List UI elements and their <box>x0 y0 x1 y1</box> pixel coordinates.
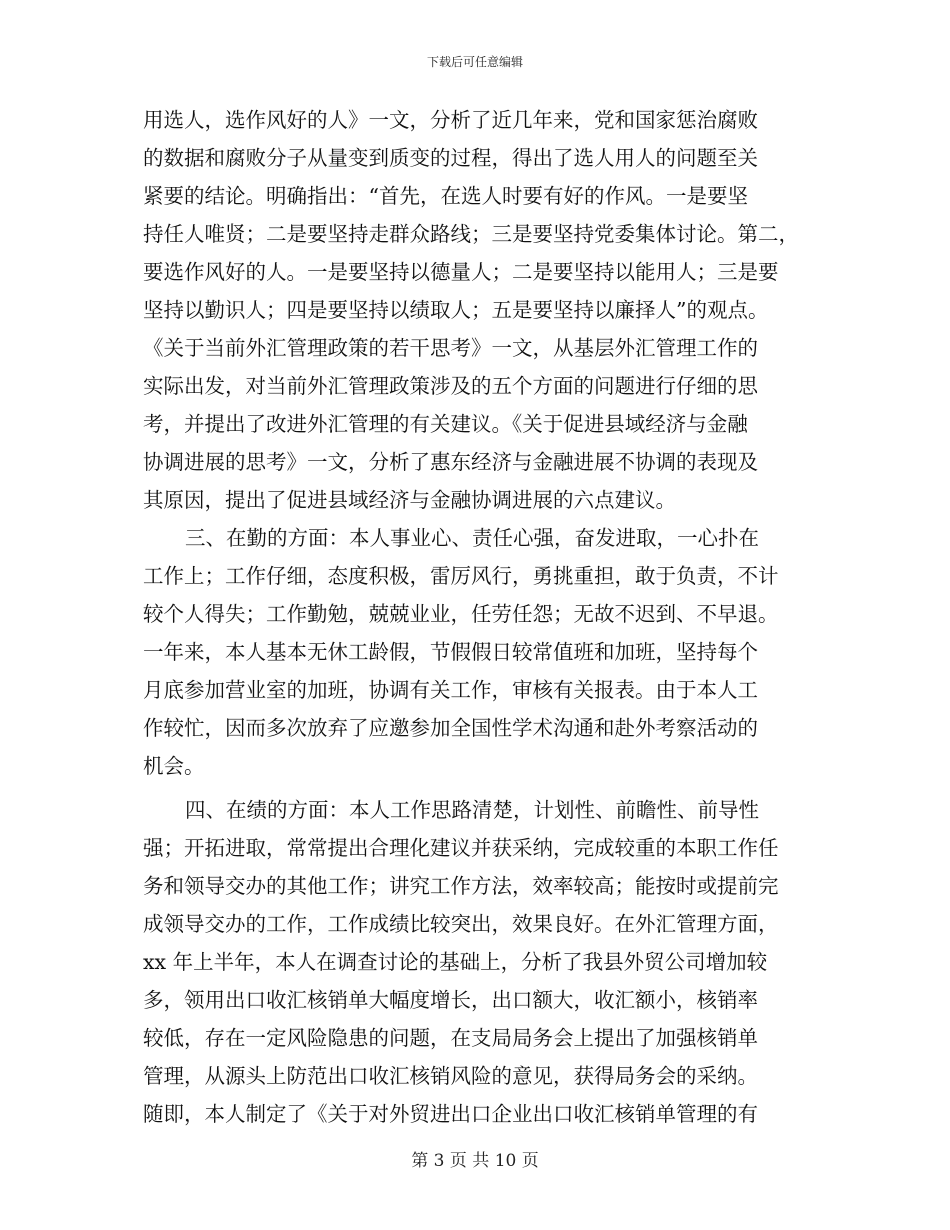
text-line: 强；开拓进取，常常提出合理化建议并获采纳，完成较重的本职工作任 <box>143 836 779 860</box>
text-line: 多，领用出口收汇核销单大幅度增长，出口额大，收汇额小，核销率 <box>143 988 758 1012</box>
text-line: 坚持以勤识人；四是要坚持以绩取人；五是要坚持以廉择人”的观点。 <box>143 298 769 322</box>
text-line: 《关于当前外汇管理政策的若干思考》一文，从基层外汇管理工作的 <box>143 336 758 360</box>
text-line: 较个人得失；工作勤勉，兢兢业业，任劳任怨；无故不迟到、不早退。 <box>143 602 779 626</box>
text-line: 随即，本人制定了《关于对外贸进出口企业出口收汇核销单管理的有 <box>143 1102 758 1126</box>
text-line: 月底参加营业室的加班，协调有关工作，审核有关报表。由于本人工 <box>143 678 758 702</box>
paragraph-start-line: 四、在绩的方面：本人工作思路清楚，计划性、前瞻性、前导性 <box>185 798 759 822</box>
text-line: 实际出发，对当前外汇管理政策涉及的五个方面的问题进行仔细的思 <box>143 374 758 398</box>
text-line: 成领导交办的工作，工作成绩比较突出，效果良好。在外汇管理方面， <box>143 912 779 936</box>
text-line: 其原因，提出了促进县域经济与金融协调进展的六点建议。 <box>143 488 676 512</box>
text-line: 管理，从源头上防范出口收汇核销风险的意见，获得局务会的采纳。 <box>143 1064 758 1088</box>
text-line: 机会。 <box>143 754 205 778</box>
page-number-footer: 第 3 页 共 10 页 <box>411 1151 539 1171</box>
text-line: 要选作风好的人。一是要坚持以德量人；二是要坚持以能用人；三是要 <box>143 260 779 284</box>
text-line: 作较忙，因而多次放弃了应邀参加全国性学术沟通和赴外考察活动的 <box>143 716 758 740</box>
text-line: 考，并提出了改进外汇管理的有关建议。《关于促进县域经济与金融 <box>143 412 748 436</box>
text-line: 紧要的结论。明确指出：“首先，在选人时要有好的作风。一是要坚 <box>143 184 748 208</box>
text-line: 用选人，选作风好的人》一文，分析了近几年来，党和国家惩治腐败 <box>143 108 758 132</box>
text-line: 较低，存在一定风险隐患的问题，在支局局务会上提出了加强核销单 <box>143 1026 758 1050</box>
text-line: 一年来，本人基本无休工龄假，节假假日较常值班和加班，坚持每个 <box>143 640 758 664</box>
paragraph-start-line: 三、在勤的方面：本人事业心、责任心强，奋发进取，一心扑在 <box>185 526 759 550</box>
text-line: 协调进展的思考》一文，分析了惠东经济与金融进展不协调的表现及 <box>143 450 758 474</box>
document-body <box>143 101 809 1133</box>
page-header: 下载后可任意编辑 <box>426 55 523 69</box>
text-line: xx 年上半年，本人在调查讨论的基础上，分析了我县外贸公司增加较 <box>143 950 768 974</box>
text-line: 的数据和腐败分子从量变到质变的过程，得出了选人用人的问题至关 <box>143 146 758 170</box>
text-line: 务和领导交办的其他工作；讲究工作方法，效率较高；能按时或提前完 <box>143 874 779 898</box>
text-line: 工作上；工作仔细，态度积极，雷厉风行，勇挑重担，敢于负责，不计 <box>143 564 779 588</box>
text-line: 持任人唯贤；二是要坚持走群众路线；三是要坚持党委集体讨论。第二， <box>143 222 799 246</box>
